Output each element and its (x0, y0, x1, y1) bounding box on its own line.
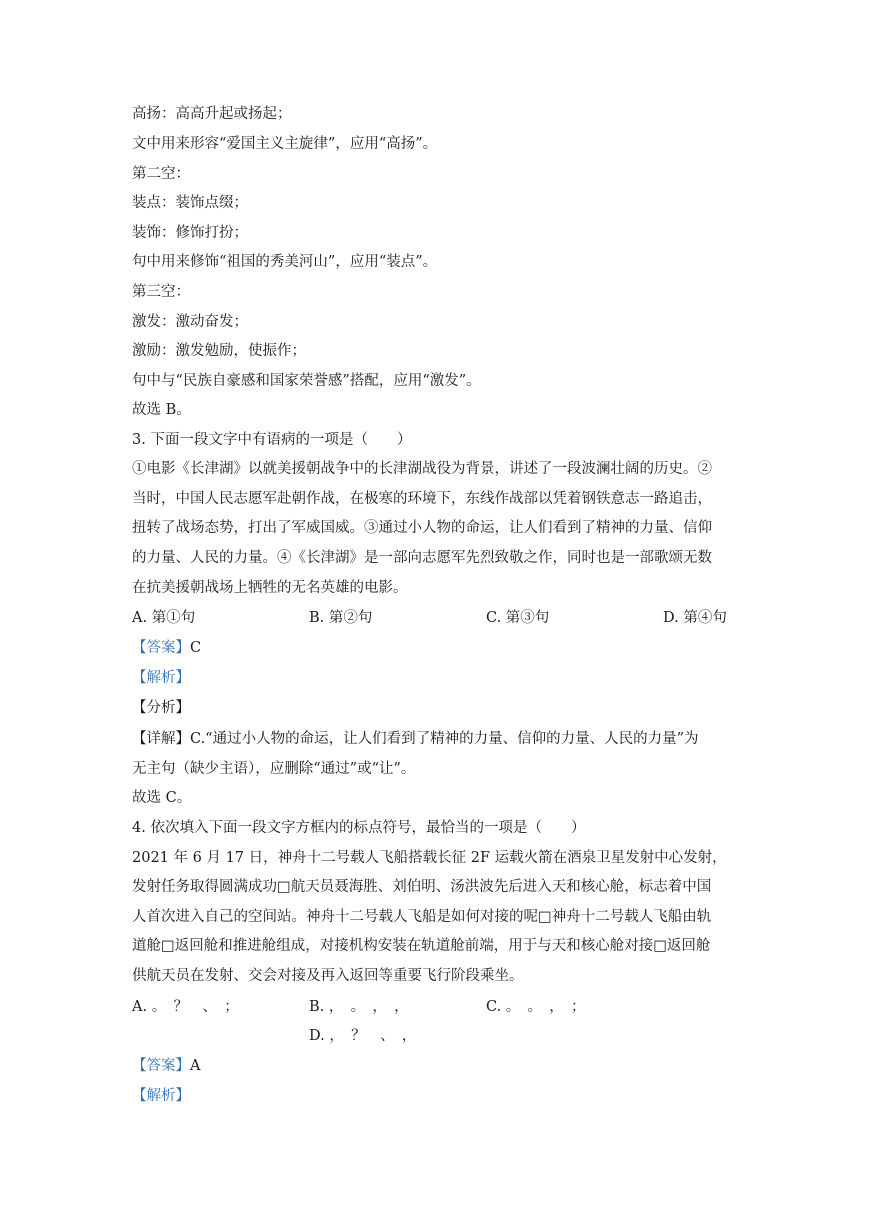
question-3-passage-line: 在抗美援朝战场上牺牲的无名英雄的电影。 (132, 580, 408, 596)
question-4-passage-line: 供航天员在发射、交会对接及再入返回等重要飞行阶段乘坐。 (132, 968, 524, 984)
question-3-passage-line: ①电影《长津湖》以就美援朝战争中的长津湖战役为背景，讲述了一段波澜壮阔的历史。② (132, 461, 712, 477)
q3-detail-line: 故选 C。 (132, 790, 192, 806)
text-line: 句中用来修饰“祖国的秀美河山”，应用“装点”。 (132, 254, 438, 270)
q3-detail-line: 【详解】C.“通过小人物的命运，让人们看到了精神的力量、信仰的力量、人民的力量”为 (132, 731, 699, 747)
question-3-stem: 3. 下面一段文字中有语病的一项是（ ） (132, 432, 412, 448)
q3-option-a: A. 第①句 (132, 610, 196, 626)
question-4-passage-line: 人首次进入自己的空间站。神舟十二号载人飞船是如何对接的呢□神舟十二号载人飞船由轨 (132, 909, 712, 925)
q3-option-d: D. 第④句 (663, 610, 727, 626)
text-line: 高扬：高高升起或扬起； (132, 106, 292, 122)
text-line: 第二空： (132, 166, 190, 182)
q3-analysis-label: 【解析】 (132, 670, 190, 686)
text-line: 装饰：修饰打扮； (132, 225, 248, 241)
q3-option-b: B. 第②句 (309, 610, 373, 626)
q4-option-c: C. 。 。 ， ； (486, 999, 586, 1015)
text-line: 故选 B。 (132, 402, 191, 418)
text-line: 激励：激发勉励，使振作； (132, 343, 306, 359)
text-line: 激发：激动奋发； (132, 314, 248, 330)
answer-label: 【答案】 (132, 1058, 190, 1074)
q3-answer (132, 638, 201, 658)
answer-value: C (190, 640, 202, 656)
text-line: 第三空： (132, 284, 190, 300)
q4-option-a: A. 。 ？ 、 ； (132, 999, 239, 1015)
question-3-passage-line: 当时，中国人民志愿军赴朝作战，在极寒的环境下，东线作战部以凭着钢铁意志一路追击， (132, 491, 712, 507)
question-3-passage-line: 扭转了战场态势，打出了军威国威。③通过小人物的命运，让人们看到了精神的力量、信仰 (132, 520, 712, 536)
q3-fenxi-label: 【分析】 (132, 700, 190, 716)
question-4-passage-line: 发射任务取得圆满成功□航天员聂海胜、刘伯明、汤洪波先后进入天和核心舱，标志着中国 (132, 879, 712, 895)
q4-analysis-label: 【解析】 (132, 1088, 190, 1104)
q3-option-c: C. 第③句 (486, 610, 550, 626)
answer-value: A (190, 1058, 201, 1074)
text-line: 装点：装饰点缀； (132, 195, 248, 211)
q4-answer (132, 1056, 200, 1076)
question-3-passage-line: 的力量、人民的力量。④《长津湖》是一部向志愿军先烈致敬之作，同时也是一部歌颂无数 (132, 550, 712, 566)
question-4-stem: 4. 依次填入下面一段文字方框内的标点符号，最恰当的一项是（ ） (132, 820, 586, 836)
text-line: 句中与“民族自豪感和国家荣誉感”搭配，应用“激发”。 (132, 373, 481, 389)
q4-option-b: B. ， 。 ， ， (309, 999, 409, 1015)
text-line: 文中用来形容“爱国主义主旋律”，应用“高扬”。 (132, 136, 438, 152)
q3-detail-line: 无主句（缺少主语），应删除“通过”或“让”。 (132, 761, 416, 777)
question-4-passage-line: 2021 年 6 月 17 日，神舟十二号载人飞船搭载长征 2F 运载火箭在酒泉卫星发射中心发射， (132, 850, 727, 866)
q4-option-d: D. ， ？ 、 ， (309, 1028, 417, 1044)
answer-label: 【答案】 (132, 640, 190, 656)
question-4-passage-line: 道舱□返回舱和推进舱组成，对接机构安装在轨道舱前端，用于与天和核心舱对接□返回舱 (132, 938, 711, 954)
